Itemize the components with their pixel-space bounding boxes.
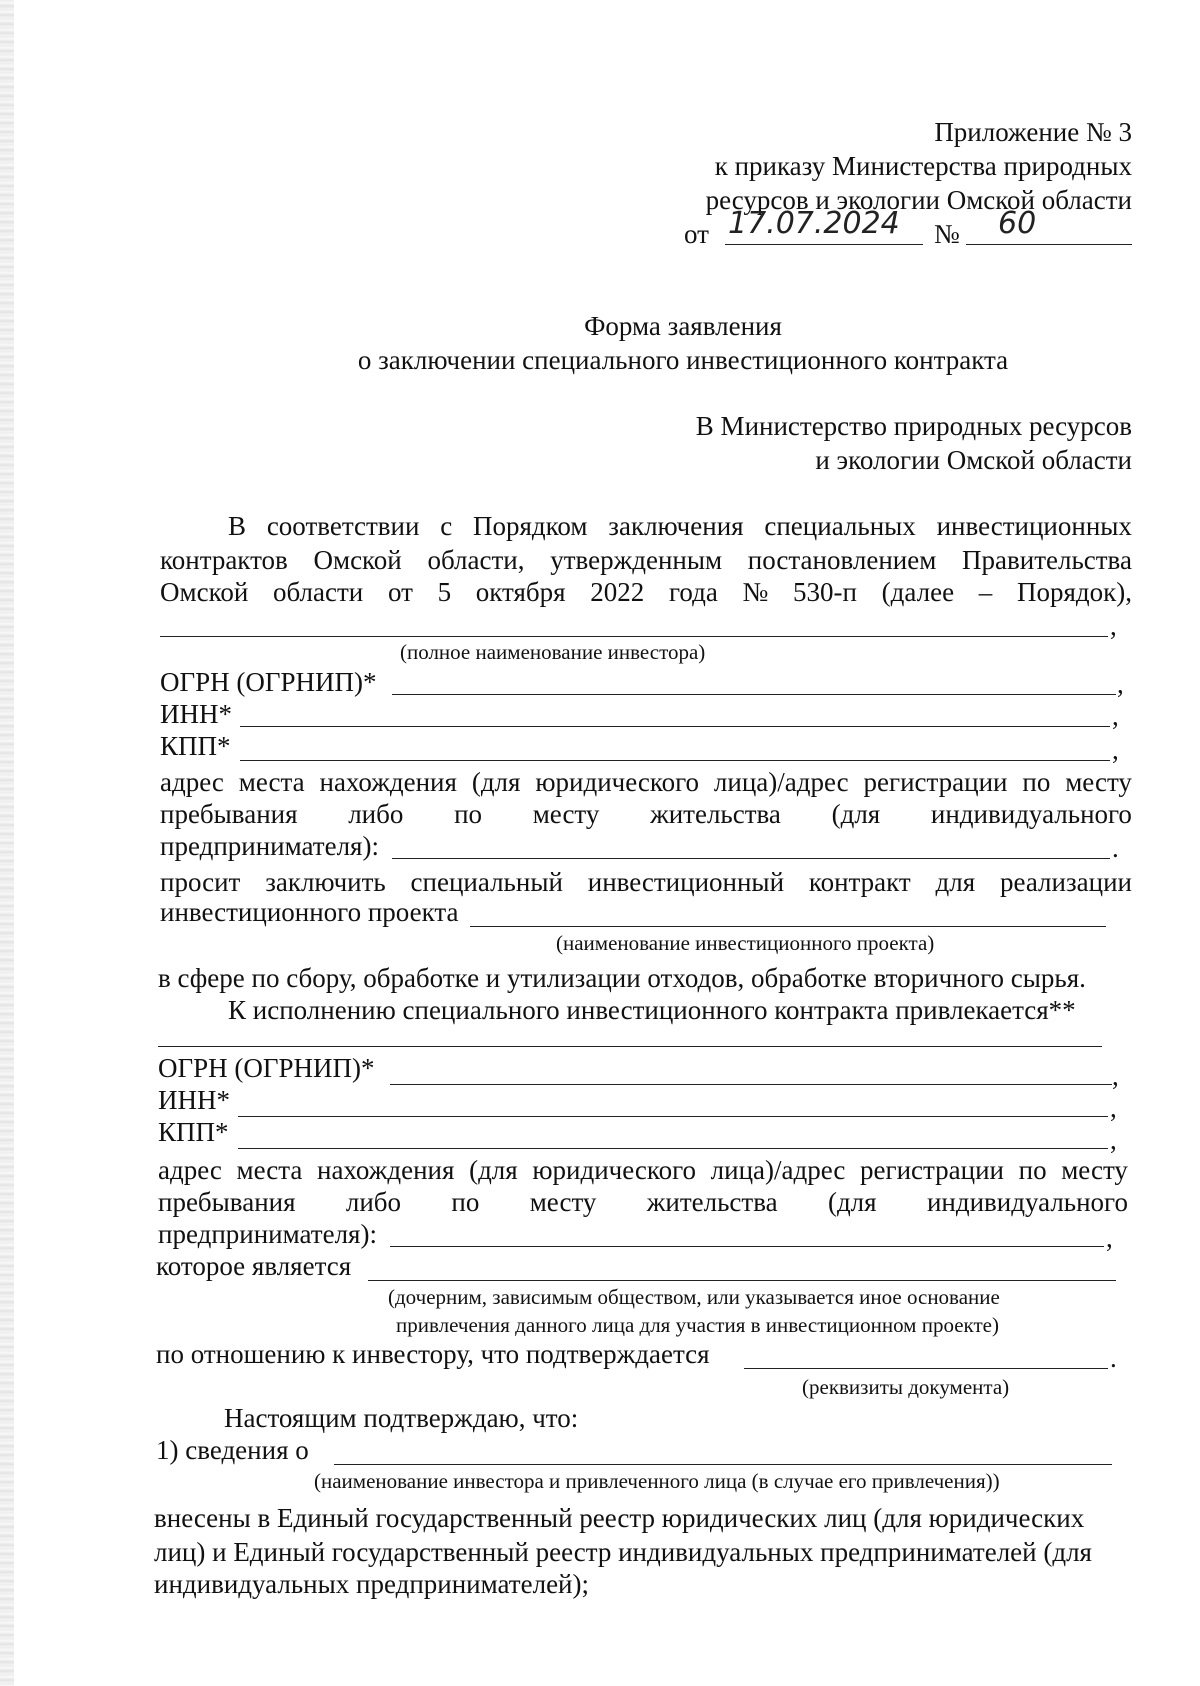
word: заключения [608, 511, 744, 541]
ogrn-label: ОГРН (ОГРНИП)* [160, 667, 377, 697]
ogrn-label-2: ОГРН (ОГРНИП)* [158, 1053, 375, 1083]
caption-basis-2: привлечения данного лица для участия в инвестиционном проекте) [396, 1313, 999, 1337]
word: месту [529, 1187, 597, 1217]
attracted-text: К исполнению специального инвестиционного контракта привлекается** [228, 995, 1076, 1025]
word: индивидуального [930, 799, 1132, 829]
word: индивидуального [926, 1187, 1128, 1217]
hereby-text: Настоящим подтверждаю, что: [224, 1403, 579, 1433]
word: по [1018, 1155, 1047, 1185]
caption-project-name: (наименование инвестиционного проекта) [556, 931, 935, 955]
word: пребывания [158, 1187, 296, 1217]
form-title: Форма заявления [584, 311, 782, 341]
word: 2022 [590, 577, 645, 607]
word: лица)/адрес [710, 1155, 846, 1185]
comma: , [1110, 1093, 1117, 1123]
word: по [451, 1187, 480, 1217]
tail-line-1: внесены в Единый государственный реестр юридических лиц (для юридических [154, 1503, 1085, 1533]
item-1-label: 1) сведения о [156, 1435, 309, 1465]
word: от [387, 577, 413, 607]
addressee-line-1: В Министерство природных ресурсов [695, 411, 1132, 441]
word: (для [827, 1187, 877, 1217]
address-2-line-1 [158, 1154, 1128, 1186]
paragraph-1-line-3 [160, 576, 1132, 608]
word: регистрации [863, 767, 1008, 797]
paragraph-1-line-2 [160, 544, 1132, 576]
word: соответствии [266, 511, 420, 541]
caption-investor-name: (полное наименование инвестора) [400, 640, 706, 664]
word: либо [345, 1187, 402, 1217]
comma: , [1112, 735, 1119, 765]
word: инвестиционных [936, 511, 1132, 541]
ogrn-field [392, 694, 1116, 695]
addressee-line-2: и экологии Омской области [815, 445, 1132, 475]
comma: , [1110, 611, 1117, 641]
sphere-text: в сфере по сбору, обработке и утилизации отходов, обработке вторичного сырья. [158, 963, 1086, 993]
which-is-label: которое является [156, 1251, 352, 1281]
word: месту [532, 799, 600, 829]
word: № [742, 577, 769, 607]
word: по [454, 799, 483, 829]
word: октября [475, 577, 566, 607]
attracted-name-field [158, 1046, 1102, 1047]
address-line-3: предпринимателя): [160, 831, 379, 861]
word: специальный [410, 867, 563, 897]
word: юридического [532, 1155, 697, 1185]
kpp-field [240, 760, 1110, 761]
word: месту [1065, 767, 1132, 797]
word: для [935, 867, 976, 897]
comma: , [1117, 669, 1124, 699]
inn-label-2: ИНН* [158, 1085, 230, 1115]
word: 5 [437, 577, 452, 607]
word: регистрации [860, 1155, 1004, 1185]
word: инвестиционный [587, 867, 785, 897]
basis-field [368, 1280, 1116, 1281]
caption-basis-1: (дочерним, зависимым обществом, или указывается иное основание [388, 1285, 1000, 1309]
ogrn-field-2 [390, 1084, 1112, 1085]
kpp-label: КПП* [160, 731, 231, 761]
word: лица)/адрес [713, 767, 849, 797]
request-line-2: инвестиционного проекта [160, 897, 459, 927]
comma: , [1110, 1125, 1117, 1155]
word: контрактов [160, 545, 288, 575]
period: . [1112, 833, 1119, 863]
inn-field [240, 726, 1110, 727]
word: области, [427, 545, 525, 575]
appendix-ministry-line: ресурсов и экологии Омской области [705, 185, 1132, 215]
word: нахождения [317, 1155, 455, 1185]
form-subtitle: о заключении специального инвестиционного контракта [357, 345, 1009, 375]
order-date-line [725, 244, 923, 245]
names-field [334, 1464, 1112, 1465]
word: с [440, 511, 453, 541]
address-2-line-2 [158, 1186, 1128, 1218]
inn-label: ИНН* [160, 699, 232, 729]
confirmed-by-text: по отношению к инвестору, что подтверждается [156, 1339, 710, 1369]
address-field-2 [390, 1246, 1104, 1247]
word: года [668, 577, 718, 607]
word: Правительства [962, 545, 1132, 575]
word: нахождения [319, 767, 457, 797]
kpp-field-2 [238, 1148, 1108, 1149]
order-date-label: от [684, 219, 709, 249]
word: просит [160, 867, 241, 897]
comma: , [1112, 1061, 1119, 1091]
project-name-field [470, 926, 1106, 927]
request-line-1 [160, 866, 1132, 898]
word: (для [471, 767, 521, 797]
word: утвержденным [550, 545, 723, 575]
tail-line-2: лиц) и Единый государственный реестр индивидуальных предпринимателей (для [154, 1537, 1092, 1567]
document-details-field [744, 1368, 1108, 1369]
scan-edge [0, 0, 14, 1686]
word: Порядком [473, 511, 588, 541]
order-number-line [966, 244, 1132, 245]
word: области [272, 577, 364, 607]
word: заключить [265, 867, 386, 897]
paragraph-1-line-1 [228, 510, 1132, 542]
word: реализации [1000, 867, 1132, 897]
word: по [1022, 767, 1051, 797]
word: – [978, 577, 993, 607]
address-2-line-3: предпринимателя): [158, 1219, 377, 1249]
word: (для [469, 1155, 518, 1185]
tail-line-3: индивидуальных предпринимателей); [154, 1569, 589, 1599]
word: пребывания [160, 799, 298, 829]
caption-names: (наименование инвестора и привлеченного лица (в случае его привлечения)) [314, 1469, 1000, 1493]
word: либо [348, 799, 404, 829]
word: (для [831, 799, 881, 829]
word: специальных [764, 511, 916, 541]
address-line-2 [160, 798, 1132, 830]
word: контракт [808, 867, 911, 897]
comma: , [1112, 701, 1119, 731]
period: . [1110, 1343, 1117, 1373]
word: В [228, 511, 247, 541]
order-number-handwritten: 60 [998, 206, 1037, 241]
word: Омской [313, 545, 402, 575]
word: места [236, 1155, 303, 1185]
word: Омской [160, 577, 249, 607]
word: месту [1061, 1155, 1128, 1185]
order-date-handwritten: 17.07.2024 [728, 206, 900, 241]
word: юридического [535, 767, 700, 797]
comma: , [1106, 1223, 1113, 1253]
word: Порядок), [1016, 577, 1132, 607]
inn-field-2 [238, 1116, 1108, 1117]
word: жительства [646, 1187, 778, 1217]
word: (далее [881, 577, 955, 607]
word: адрес [158, 1155, 222, 1185]
investor-name-field [160, 636, 1108, 637]
word: места [238, 767, 305, 797]
appendix-number: Приложение № 3 [934, 117, 1132, 147]
word: постановлением [747, 545, 937, 575]
word: адрес [160, 767, 224, 797]
caption-document-details: (реквизиты документа) [802, 1375, 1010, 1399]
address-field [392, 858, 1110, 859]
order-number-label: № [934, 219, 960, 249]
kpp-label-2: КПП* [158, 1117, 229, 1147]
address-line-1 [160, 766, 1132, 798]
appendix-order-line: к приказу Министерства природных [714, 151, 1132, 181]
word: жительства [650, 799, 781, 829]
word: 530-п [793, 577, 857, 607]
